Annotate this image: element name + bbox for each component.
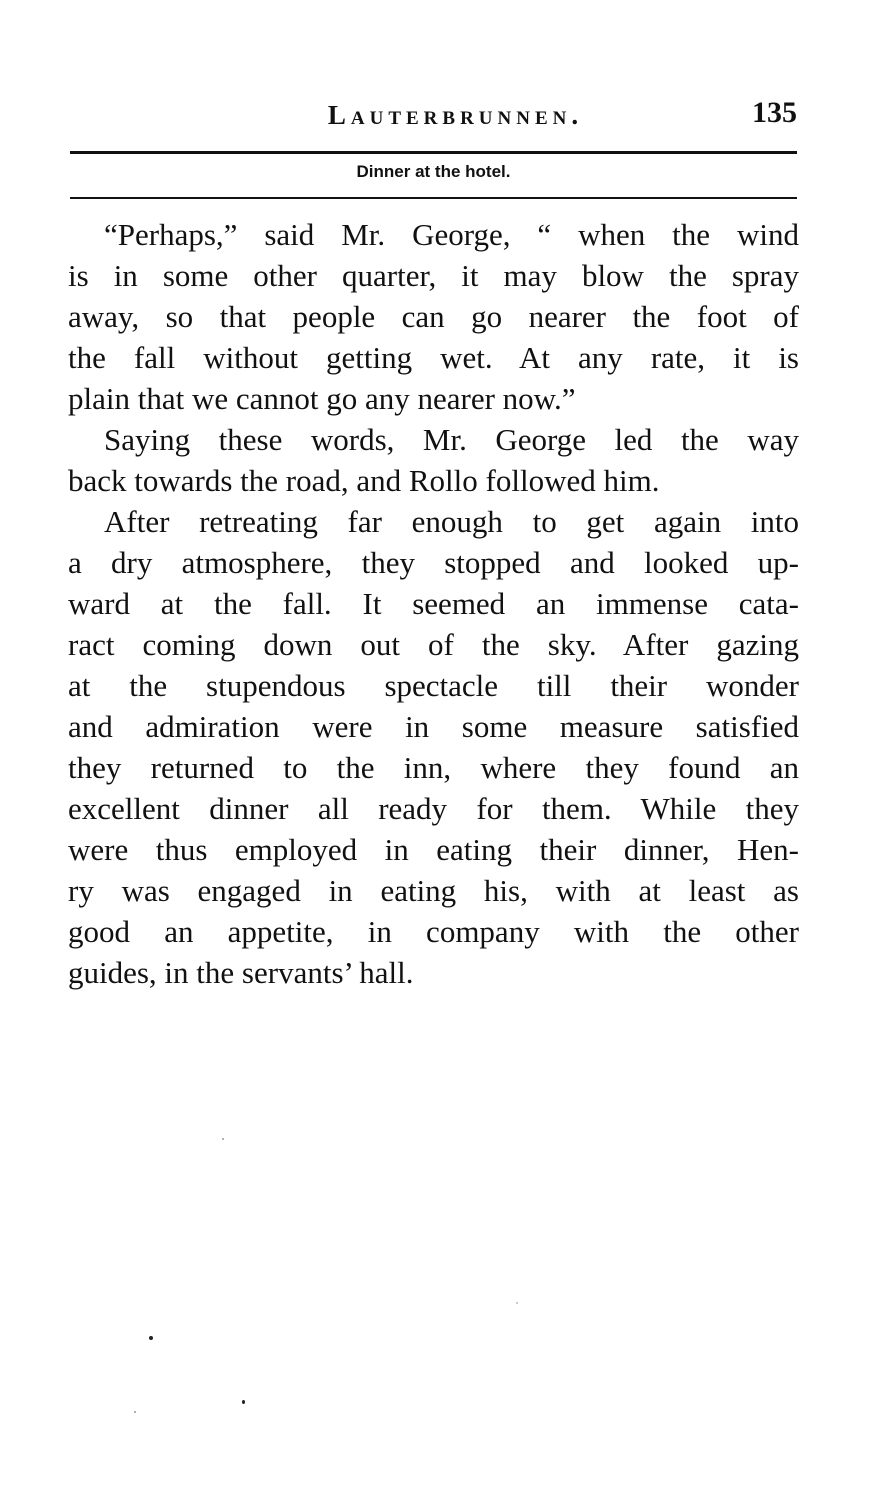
text-line: at the stupendous spectacle till their wonder [68,668,799,703]
text-line: away, so that people can go nearer the foot of [68,299,799,334]
print-speck [149,1336,153,1340]
header-rule-bottom [70,197,797,199]
running-head [70,96,797,140]
text-line: After retreating far enough to get again into [104,504,799,539]
section-subtitle: Dinner at the hotel. [356,162,511,181]
text-line: “Perhaps,” said Mr. George, “ when the wind [104,217,799,252]
text-line: is in some other quarter, it may blow the spray [68,258,799,293]
text-line: Saying these words, Mr. George led the way [104,422,799,457]
text-line: ry was engaged in eating his, with at least as [68,873,799,908]
print-speck [242,1400,245,1404]
page-number: 135 [752,96,797,129]
text-line: a dry atmosphere, they stopped and looked up- [68,545,799,580]
text-line: ward at the fall. It seemed an immense cata- [68,586,799,621]
text-line: guides, in the servants’ hall. [68,955,414,990]
text-line: the fall without getting wet. At any rate, it is [68,340,799,375]
text-line: they returned to the inn, where they found an [68,750,799,785]
text-line: back towards the road, and Rollo followed him. [68,463,660,498]
paragraph-2 [68,419,799,501]
text-line: excellent dinner all ready for them. While they [68,791,799,826]
text-line: ract coming down out of the sky. After gazing [68,627,799,662]
text-line: good an appetite, in company with the other [68,914,799,949]
print-speck [134,1411,136,1413]
print-speck [516,1302,518,1304]
running-title: Lauterbrunnen. [327,100,584,130]
text-line: and admiration were in some measure satisfied [68,709,799,744]
header-rule-top [70,151,797,154]
body-text [68,214,799,993]
text-line: plain that we cannot go any nearer now.” [68,381,576,416]
paragraph-1 [68,214,799,419]
text-line: were thus employed in eating their dinner, Hen- [68,832,799,867]
print-speck [222,1138,224,1140]
paragraph-3 [68,501,799,993]
